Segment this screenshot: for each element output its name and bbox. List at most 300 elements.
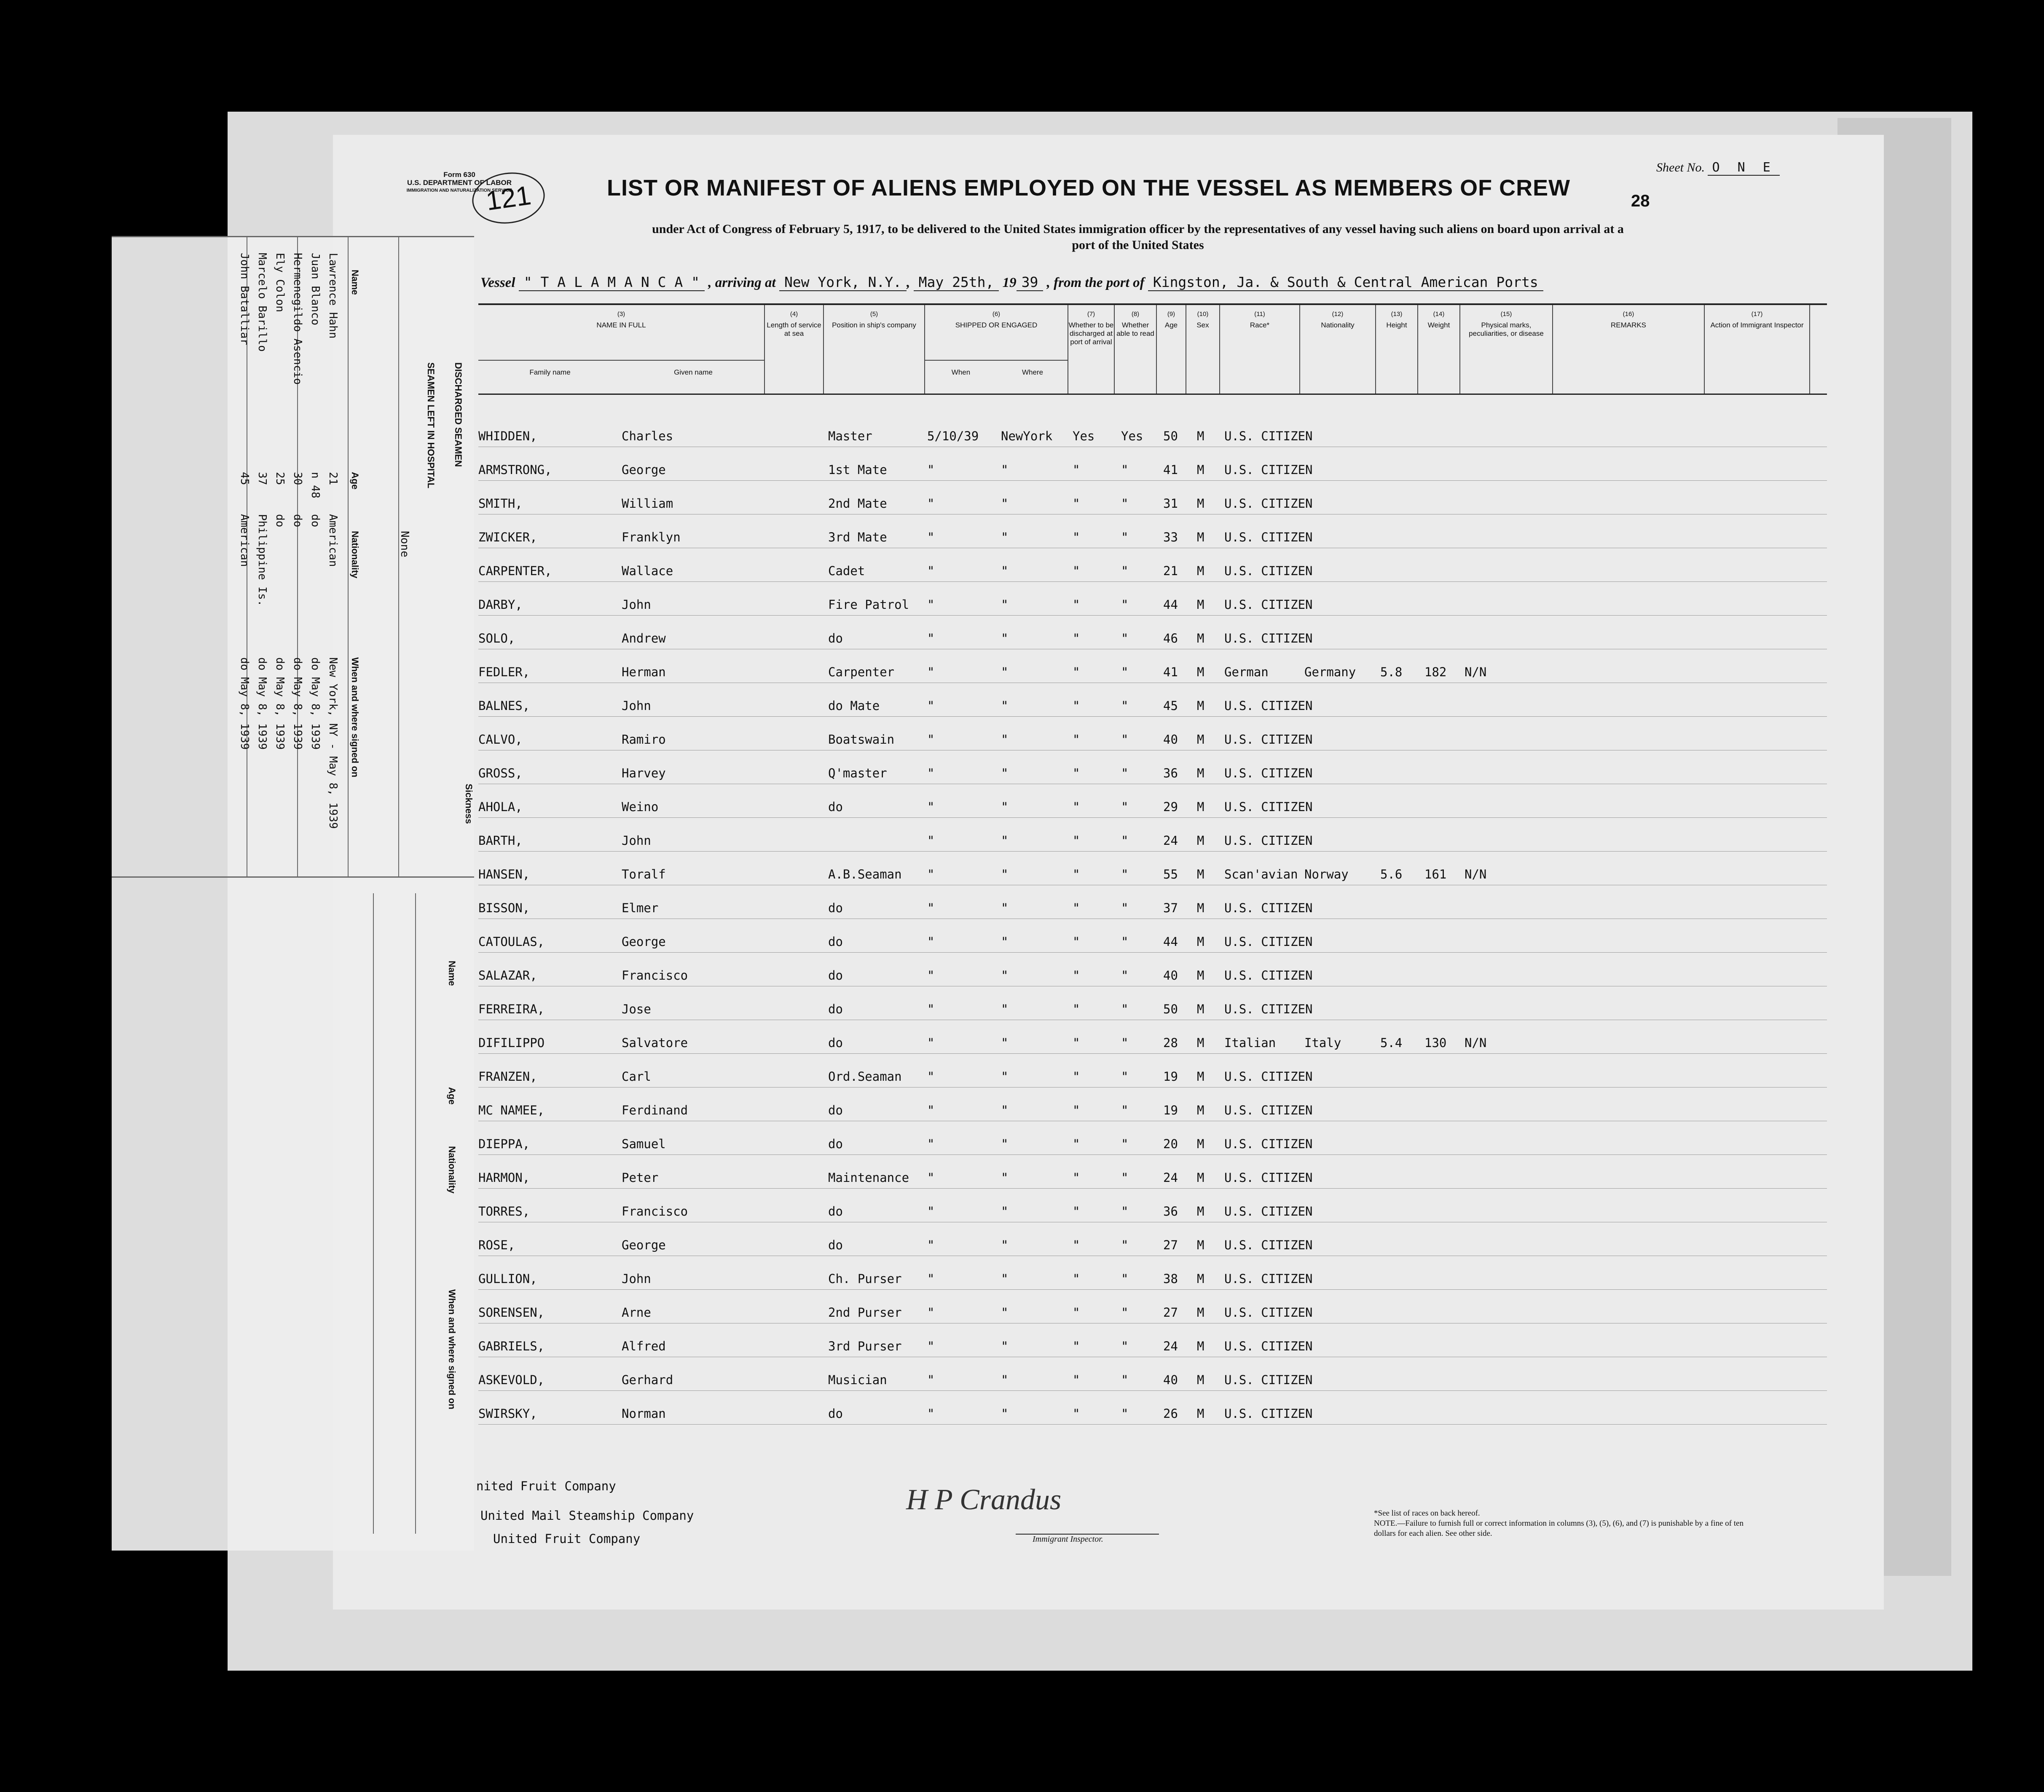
crew-when: " <box>927 496 935 511</box>
owner-line-1: nited Fruit Company <box>476 1479 616 1493</box>
crew-race: U.S. CITIZEN <box>1224 968 1313 983</box>
crew-where: " <box>1001 901 1009 915</box>
crew-family-name: HARMON, <box>478 1171 530 1185</box>
crew-where: " <box>1001 530 1009 544</box>
crew-family-name: GROSS, <box>478 766 523 780</box>
crew-given-name: Herman <box>622 665 666 679</box>
crew-age: 50 <box>1163 1002 1178 1016</box>
overlay-col-age: Age <box>350 472 360 490</box>
crew-sex: M <box>1197 766 1204 780</box>
crew-position: Fire Patrol <box>828 597 909 612</box>
crew-age: 45 <box>1163 699 1178 713</box>
crew-read: " <box>1121 935 1129 949</box>
table-row <box>478 1053 1827 1088</box>
overlay-lower-col-name: Name <box>447 961 457 986</box>
table-row <box>478 615 1827 649</box>
overlay-entry-nationality: do <box>274 514 286 528</box>
header-position: (5) Position in ship's company <box>824 305 925 394</box>
crew-family-name: FEDLER, <box>478 665 530 679</box>
crew-race: German <box>1224 665 1269 679</box>
crew-sex: M <box>1197 1406 1204 1421</box>
crew-where: " <box>1001 1406 1009 1421</box>
overlay-entry-age: 30 <box>291 472 304 485</box>
crew-read: " <box>1121 1238 1129 1252</box>
table-row <box>478 548 1827 582</box>
crew-sex: M <box>1197 429 1204 443</box>
crew-given-name: John <box>622 1272 651 1286</box>
crew-discharged: " <box>1073 1373 1080 1387</box>
crew-position: Ch. Purser <box>828 1272 902 1286</box>
crew-family-name: GABRIELS, <box>478 1339 545 1353</box>
crew-read: Yes <box>1121 429 1143 443</box>
crew-height: 5.4 <box>1380 1036 1403 1050</box>
crew-sex: M <box>1197 732 1204 747</box>
overlay-entry-age: 25 <box>274 472 286 485</box>
crew-discharged: " <box>1073 463 1080 477</box>
table-row <box>478 581 1827 616</box>
crew-marks: N/N <box>1465 665 1487 679</box>
crew-race: U.S. CITIZEN <box>1224 699 1313 713</box>
crew-given-name: Franklyn <box>622 530 681 544</box>
crew-given-name: Wallace <box>622 564 673 578</box>
crew-sex: M <box>1197 1373 1204 1387</box>
overlay-lower-col-age: Age <box>447 1087 457 1105</box>
crew-discharged: " <box>1073 530 1080 544</box>
crew-when: " <box>927 935 935 949</box>
crew-given-name: Harvey <box>622 766 666 780</box>
overlay-entry-name: John Batalliar <box>238 253 251 346</box>
overlay-lower-col-nationality: Nationality <box>447 1146 457 1194</box>
crew-when: " <box>927 1305 935 1320</box>
crew-given-name: Gerhard <box>622 1373 673 1387</box>
crew-sex: M <box>1197 800 1204 814</box>
crew-where: " <box>1001 833 1009 848</box>
crew-discharged: " <box>1073 935 1080 949</box>
crew-race: Italian <box>1224 1036 1276 1050</box>
crew-where: " <box>1001 1103 1009 1117</box>
crew-read: " <box>1121 597 1129 612</box>
crew-family-name: DIEPPA, <box>478 1137 530 1151</box>
crew-family-name: FRANZEN, <box>478 1069 537 1084</box>
crew-given-name: William <box>622 496 673 511</box>
crew-read: " <box>1121 1406 1129 1421</box>
crew-when: " <box>927 800 935 814</box>
crew-when: " <box>927 463 935 477</box>
crew-family-name: AHOLA, <box>478 800 523 814</box>
crew-sex: M <box>1197 564 1204 578</box>
crew-sex: M <box>1197 1272 1204 1286</box>
crew-sex: M <box>1197 1339 1204 1353</box>
crew-family-name: BARTH, <box>478 833 523 848</box>
crew-nationality: Germany <box>1304 665 1356 679</box>
footnote: *See list of races on back hereof. NOTE.—Failure to furnish full or correct information in columns (3), (5), (6), and (7) is punishable by a fine of ten dollars for each alien. See other side. <box>1374 1509 1744 1538</box>
crew-when: " <box>927 597 935 612</box>
crew-discharged: " <box>1073 597 1080 612</box>
overlay-entry-name: Marcelo Barillo <box>256 253 268 352</box>
crew-where: " <box>1001 1339 1009 1353</box>
crew-family-name: BALNES, <box>478 699 530 713</box>
crew-age: 50 <box>1163 429 1178 443</box>
crew-read: " <box>1121 1204 1129 1219</box>
header-age: (9) Age <box>1157 305 1186 394</box>
crew-given-name: Andrew <box>622 631 666 646</box>
crew-age: 33 <box>1163 530 1178 544</box>
subtitle: under Act of Congress of February 5, 1917, to be delivered to the United States immigration officer by the representatives of any vessel having such aliens on board upon arrival at a port of the United States <box>652 222 1624 252</box>
crew-when: " <box>927 901 935 915</box>
crew-age: 19 <box>1163 1069 1178 1084</box>
crew-race: U.S. CITIZEN <box>1224 1002 1313 1016</box>
crew-discharged: " <box>1073 833 1080 848</box>
overlay-entry-age: n 48 <box>309 472 322 498</box>
crew-position: 2nd Purser <box>828 1305 902 1320</box>
crew-family-name: MC NAMEE, <box>478 1103 545 1117</box>
crew-sex: M <box>1197 867 1204 881</box>
owner-line-3: United Fruit Company <box>493 1532 641 1546</box>
overlay-entry-signed: do May 8, 1939 <box>309 657 322 750</box>
crew-family-name: HANSEN, <box>478 867 530 881</box>
vessel-name: " T A L A M A N C A " <box>519 274 705 291</box>
departure-port: Kingston, Ja. & South & Central American Ports <box>1148 274 1543 291</box>
crew-given-name: George <box>622 463 666 477</box>
crew-discharged: " <box>1073 665 1080 679</box>
crew-weight: 130 <box>1424 1036 1447 1050</box>
crew-race: U.S. CITIZEN <box>1224 1069 1313 1084</box>
crew-position: do <box>828 631 843 646</box>
crew-position: Maintenance <box>828 1171 909 1185</box>
crew-discharged: " <box>1073 1238 1080 1252</box>
crew-position: Ord.Seaman <box>828 1069 902 1084</box>
crew-age: 41 <box>1163 665 1178 679</box>
overlay-entry-signed: do May 8, 1939 <box>256 657 268 750</box>
crew-when: " <box>927 968 935 983</box>
crew-where: " <box>1001 867 1009 881</box>
overlay-entry-nationality: Philippine Is. <box>256 514 268 607</box>
crew-when: " <box>927 1069 935 1084</box>
overlay-entry-name: Ely Colon <box>274 253 286 312</box>
crew-sex: M <box>1197 1069 1204 1084</box>
crew-read: " <box>1121 665 1129 679</box>
inspector-label: Immigrant Inspector. <box>1016 1534 1159 1544</box>
crew-discharged: " <box>1073 1002 1080 1016</box>
crew-sex: M <box>1197 530 1204 544</box>
crew-age: 31 <box>1163 496 1178 511</box>
crew-given-name: Salvatore <box>622 1036 688 1050</box>
crew-sex: M <box>1197 935 1204 949</box>
crew-read: " <box>1121 463 1129 477</box>
crew-race: U.S. CITIZEN <box>1224 1373 1313 1387</box>
crew-discharged: " <box>1073 564 1080 578</box>
crew-sex: M <box>1197 699 1204 713</box>
crew-sex: M <box>1197 463 1204 477</box>
crew-sex: M <box>1197 597 1204 612</box>
crew-race: U.S. CITIZEN <box>1224 1171 1313 1185</box>
table-row <box>478 1121 1827 1155</box>
crew-discharged: " <box>1073 631 1080 646</box>
crew-age: 27 <box>1163 1305 1178 1320</box>
crew-position: do <box>828 935 843 949</box>
crew-when: " <box>927 665 935 679</box>
crew-family-name: FERREIRA, <box>478 1002 545 1016</box>
crew-where: " <box>1001 968 1009 983</box>
table-row <box>478 413 1827 447</box>
crew-position: do <box>828 1002 843 1016</box>
crew-discharged: " <box>1073 901 1080 915</box>
crew-age: 44 <box>1163 935 1178 949</box>
crew-given-name: Alfred <box>622 1339 666 1353</box>
crew-age: 19 <box>1163 1103 1178 1117</box>
crew-discharged: " <box>1073 1204 1080 1219</box>
crew-sex: M <box>1197 1036 1204 1050</box>
crew-family-name: ASKEVOLD, <box>478 1373 545 1387</box>
crew-position: do <box>828 1137 843 1151</box>
crew-nationality: Norway <box>1304 867 1349 881</box>
crew-discharged: " <box>1073 732 1080 747</box>
crew-where: " <box>1001 1305 1009 1320</box>
header-discharged: (7) Whether to be discharged at port of arrival <box>1068 305 1115 394</box>
overlay-entry-name: Lawrence Hahn <box>327 253 339 339</box>
crew-given-name: George <box>622 935 666 949</box>
overlay-hospital-title: SEAMEN LEFT IN HOSPITAL <box>426 362 436 489</box>
table-row <box>478 649 1827 683</box>
crew-given-name: Jose <box>622 1002 651 1016</box>
crew-family-name: SMITH, <box>478 496 523 511</box>
crew-where: " <box>1001 1137 1009 1151</box>
crew-position: 2nd Mate <box>828 496 887 511</box>
table-row <box>478 683 1827 717</box>
table-row <box>478 1188 1827 1222</box>
crew-marks: N/N <box>1465 867 1487 881</box>
crew-read: " <box>1121 530 1129 544</box>
crew-position: Q'master <box>828 766 887 780</box>
overlay-entry-age: 45 <box>238 472 251 485</box>
crew-when: " <box>927 1137 935 1151</box>
crew-family-name: CALVO, <box>478 732 523 747</box>
crew-discharged: " <box>1073 800 1080 814</box>
crew-discharged: " <box>1073 1305 1080 1320</box>
table-row <box>478 919 1827 953</box>
crew-when: " <box>927 1204 935 1219</box>
overlay-col-nationality: Nationality <box>350 531 360 579</box>
table-row <box>478 480 1827 514</box>
crew-weight: 161 <box>1424 867 1447 881</box>
crew-sex: M <box>1197 1171 1204 1185</box>
crew-discharged: " <box>1073 1171 1080 1185</box>
table-row <box>478 817 1827 852</box>
crew-given-name: Samuel <box>622 1137 666 1151</box>
crew-when: " <box>927 1373 935 1387</box>
crew-age: 36 <box>1163 1204 1178 1219</box>
crew-when: " <box>927 631 935 646</box>
table-row <box>478 1222 1827 1256</box>
crew-given-name: Arne <box>622 1305 651 1320</box>
crew-race: U.S. CITIZEN <box>1224 1406 1313 1421</box>
header-service: (4) Length of service at sea <box>765 305 824 394</box>
overlay-entry-name: Juan Blanco <box>309 253 322 326</box>
crew-age: 44 <box>1163 597 1178 612</box>
crew-given-name: Toralf <box>622 867 666 881</box>
crew-height: 5.6 <box>1380 867 1403 881</box>
crew-when: " <box>927 1339 935 1353</box>
overlay-entry-nationality: do <box>309 514 322 528</box>
crew-read: " <box>1121 1069 1129 1084</box>
crew-given-name: John <box>622 597 651 612</box>
crew-sex: M <box>1197 665 1204 679</box>
crew-age: 28 <box>1163 1036 1178 1050</box>
crew-sex: M <box>1197 901 1204 915</box>
header-marks: (15) Physical marks, peculiarities, or disease <box>1460 305 1553 394</box>
crew-family-name: ZWICKER, <box>478 530 537 544</box>
crew-discharged: " <box>1073 766 1080 780</box>
crew-age: 24 <box>1163 833 1178 848</box>
discharged-seamen-sheet <box>112 236 474 1551</box>
crew-position: do <box>828 1406 843 1421</box>
crew-race: U.S. CITIZEN <box>1224 766 1313 780</box>
crew-position: Carpenter <box>828 665 895 679</box>
crew-read: " <box>1121 631 1129 646</box>
table-row <box>478 1357 1827 1391</box>
crew-discharged: " <box>1073 699 1080 713</box>
crew-family-name: ARMSTRONG, <box>478 463 552 477</box>
crew-discharged: " <box>1073 496 1080 511</box>
crew-age: 21 <box>1163 564 1178 578</box>
crew-family-name: TORRES, <box>478 1204 530 1219</box>
crew-position: Cadet <box>828 564 865 578</box>
crew-position: Master <box>828 429 872 443</box>
crew-given-name: Francisco <box>622 1204 688 1219</box>
crew-read: " <box>1121 1036 1129 1050</box>
table-row <box>478 952 1827 986</box>
crew-when: " <box>927 1002 935 1016</box>
crew-given-name: John <box>622 699 651 713</box>
table-row <box>478 986 1827 1020</box>
crew-read: " <box>1121 1171 1129 1185</box>
crew-position: A.B.Seaman <box>828 867 902 881</box>
crew-where: " <box>1001 463 1009 477</box>
crew-race: U.S. CITIZEN <box>1224 1305 1313 1320</box>
crew-discharged: Yes <box>1073 429 1095 443</box>
crew-family-name: CARPENTER, <box>478 564 552 578</box>
sheet-number: Sheet No. O N E <box>1656 160 1780 175</box>
crew-when: " <box>927 530 935 544</box>
crew-age: 24 <box>1163 1339 1178 1353</box>
table-row <box>478 447 1827 481</box>
stamp-number: 28 <box>1631 192 1650 210</box>
overlay-entry-signed: New York, NY - May 8, 1939 <box>327 657 339 829</box>
crew-sex: M <box>1197 1204 1204 1219</box>
crew-read: " <box>1121 800 1129 814</box>
crew-family-name: GULLION, <box>478 1272 537 1286</box>
crew-race: U.S. CITIZEN <box>1224 1137 1313 1151</box>
crew-when: 5/10/39 <box>927 429 979 443</box>
crew-race: U.S. CITIZEN <box>1224 429 1313 443</box>
crew-race: U.S. CITIZEN <box>1224 1103 1313 1117</box>
table-row <box>478 514 1827 548</box>
crew-read: " <box>1121 1002 1129 1016</box>
crew-when: " <box>927 1406 935 1421</box>
overlay-col-signed: When and where signed on <box>350 657 360 777</box>
crew-read: " <box>1121 901 1129 915</box>
crew-where: " <box>1001 1373 1009 1387</box>
crew-given-name: John <box>622 833 651 848</box>
crew-where: " <box>1001 935 1009 949</box>
crew-race: U.S. CITIZEN <box>1224 800 1313 814</box>
crew-given-name: Peter <box>622 1171 659 1185</box>
crew-when: " <box>927 564 935 578</box>
overlay-sickness: Sickness <box>464 784 474 824</box>
crew-family-name: CATOULAS, <box>478 935 545 949</box>
overlay-entry-age: 21 <box>327 472 339 485</box>
header-read: (8) Whether able to read <box>1115 305 1157 394</box>
crew-where: " <box>1001 1002 1009 1016</box>
crew-position: do <box>828 1036 843 1050</box>
crew-where: " <box>1001 564 1009 578</box>
crew-discharged: " <box>1073 1069 1080 1084</box>
crew-race: U.S. CITIZEN <box>1224 732 1313 747</box>
crew-race: U.S. CITIZEN <box>1224 597 1313 612</box>
crew-race: U.S. CITIZEN <box>1224 463 1313 477</box>
table-row <box>478 1154 1827 1189</box>
overlay-entry-name: Hermenegildo Asencio <box>291 253 304 385</box>
crew-weight: 182 <box>1424 665 1447 679</box>
vessel-line: Vessel " T A L A M A N C A " , arriving at New York, N.Y. , May 25th, 19 39 , from the port of Kingston, Ja. & South & Central American Ports <box>480 274 1871 291</box>
crew-where: " <box>1001 1171 1009 1185</box>
crew-read: " <box>1121 732 1129 747</box>
crew-where: " <box>1001 732 1009 747</box>
crew-read: " <box>1121 1137 1129 1151</box>
crew-given-name: Carl <box>622 1069 651 1084</box>
crew-read: " <box>1121 1272 1129 1286</box>
crew-marks: N/N <box>1465 1036 1487 1050</box>
crew-read: " <box>1121 496 1129 511</box>
crew-sex: M <box>1197 833 1204 848</box>
header-height: (13) Height <box>1376 305 1418 394</box>
crew-when: " <box>927 1272 935 1286</box>
crew-age: 40 <box>1163 968 1178 983</box>
crew-race: U.S. CITIZEN <box>1224 564 1313 578</box>
crew-where: " <box>1001 496 1009 511</box>
crew-read: " <box>1121 1339 1129 1353</box>
crew-race: U.S. CITIZEN <box>1224 1238 1313 1252</box>
header-inspector-action: (17) Action of Immigrant Inspector <box>1705 305 1810 394</box>
crew-position: Musician <box>828 1373 887 1387</box>
crew-age: 27 <box>1163 1238 1178 1252</box>
crew-where: " <box>1001 597 1009 612</box>
crew-read: " <box>1121 1305 1129 1320</box>
crew-where: " <box>1001 1069 1009 1084</box>
crew-discharged: " <box>1073 1339 1080 1353</box>
crew-given-name: George <box>622 1238 666 1252</box>
crew-sex: M <box>1197 631 1204 646</box>
crew-given-name: Ferdinand <box>622 1103 688 1117</box>
crew-discharged: " <box>1073 1036 1080 1050</box>
crew-age: 41 <box>1163 463 1178 477</box>
crew-where: " <box>1001 631 1009 646</box>
crew-age: 40 <box>1163 1373 1178 1387</box>
crew-age: 55 <box>1163 867 1178 881</box>
crew-family-name: DIFILIPPO <box>478 1036 545 1050</box>
owner-line-2: United Mail Steamship Company <box>480 1508 694 1523</box>
inspector-signature: H P Crandus <box>906 1484 1062 1516</box>
crew-age: 38 <box>1163 1272 1178 1286</box>
header-nationality: (12) Nationality <box>1300 305 1376 394</box>
crew-discharged: " <box>1073 1103 1080 1117</box>
crew-race: U.S. CITIZEN <box>1224 935 1313 949</box>
crew-age: 29 <box>1163 800 1178 814</box>
crew-position: 3rd Purser <box>828 1339 902 1353</box>
crew-race: Scan'avian <box>1224 867 1298 881</box>
table-row <box>478 1087 1827 1121</box>
crew-sex: M <box>1197 1002 1204 1016</box>
